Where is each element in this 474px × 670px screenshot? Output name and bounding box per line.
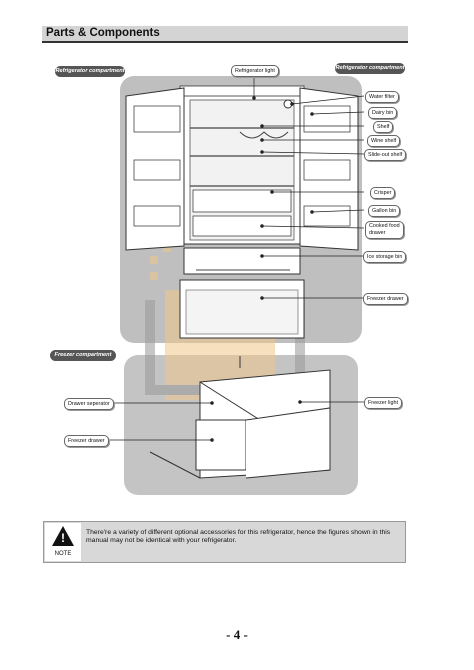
label-wine-shelf: Wine shelf bbox=[367, 135, 400, 147]
label-drawer-separator: Drawer seperator bbox=[64, 398, 114, 410]
section-label-refrigerator-right: Refrigerator compartment bbox=[335, 63, 405, 74]
note-text: There're a variety of different optional accessories for this refrigerator, hence the figures shown in this manual may not be identical with your refrigerator. bbox=[86, 529, 391, 544]
section-label-refrigerator-left: Refrigerator compartment bbox=[55, 66, 125, 77]
label-refrigerator-light: Refrigerator light bbox=[231, 65, 279, 77]
label-ice-storage-bin: Ice storage bin bbox=[363, 251, 406, 263]
label-shelf: Shelf bbox=[373, 121, 393, 133]
section-label-freezer: Freezer compartment bbox=[50, 350, 116, 361]
label-crisper: Crisper bbox=[370, 187, 395, 199]
label-water-filter: Water filter bbox=[365, 91, 399, 103]
label-dairy-bin: Dairy bin bbox=[368, 107, 397, 119]
label-gallon-bin: Gallon bin bbox=[368, 205, 400, 217]
label-slide-out-shelf: Slide-out shelf bbox=[364, 149, 406, 161]
label-cooked-food-drawer bbox=[365, 221, 404, 239]
label-cooked-food-line1: Cooked food bbox=[369, 223, 400, 229]
note-label: NOTE bbox=[54, 551, 72, 557]
label-freezer-drawer-lower: Freezer drawer bbox=[64, 435, 109, 447]
label-freezer-drawer-upper: Freezer drawer bbox=[363, 293, 408, 305]
label-freezer-light: Freezer light bbox=[364, 397, 402, 409]
note-box bbox=[43, 521, 406, 563]
page-number: - 4 - bbox=[226, 627, 248, 642]
page-title: Parts & Components bbox=[46, 27, 160, 39]
warning-icon: ! NOTE bbox=[45, 523, 81, 561]
label-cooked-food-line2: drawer bbox=[369, 230, 386, 236]
